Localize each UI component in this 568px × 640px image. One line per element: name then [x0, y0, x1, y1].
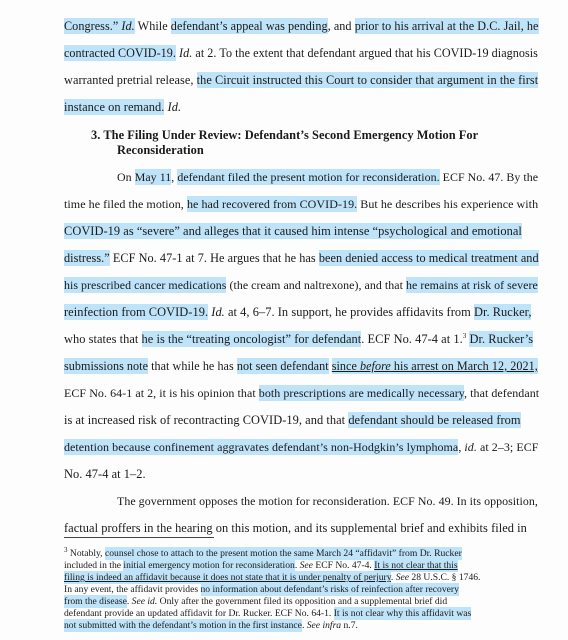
text-line: [64, 358, 538, 374]
text-run: , that defendant: [464, 386, 540, 400]
highlighted-text: no information about defendant’s risks of reinfection after recovery: [200, 584, 459, 595]
highlighted-text: COVID-19 as “severe” and alleges that it caused him intense “psychological and emotional: [64, 224, 522, 238]
highlighted-text: reinfection from COVID-19.: [64, 305, 209, 319]
text-run: (the cream and naltrexone), and that: [226, 278, 406, 292]
text-run: Notably,: [67, 548, 105, 559]
text-run: 3. The Filing Under Review: Defendant’s Second Emergency Motion For: [91, 128, 479, 142]
text-run: is at increased risk of recontracting COVID-19, and that: [64, 413, 349, 427]
text-run: See: [299, 560, 313, 571]
highlighted-text: since: [331, 359, 360, 373]
text-run: n.7.: [341, 620, 358, 631]
text-run: factual proffers in the hearing on this motion, and its supplemental brief and exhibits filed in: [64, 521, 527, 535]
footnote-line: [64, 620, 358, 632]
text-line: [64, 439, 539, 455]
text-run: . ECF No. 47-4 at 1.: [361, 332, 463, 346]
text-line: [117, 142, 204, 158]
text-run: ECF No. 47. By the: [439, 170, 539, 184]
text-run: ECF No. 47-4.: [312, 560, 375, 571]
highlighted-text: It is not clear why this affidavit was: [333, 608, 472, 619]
highlighted-text: prior to his arrival at the D.C. Jail, he: [354, 19, 539, 33]
text-run: Id.: [167, 100, 182, 114]
highlighted-text: Congress.”: [64, 19, 122, 33]
highlighted-text: his arrest on March 12, 2021,: [390, 359, 538, 373]
highlighted-text: Id.: [121, 19, 135, 33]
text-run: See infra: [306, 620, 342, 631]
highlighted-text: both prescriptions are medically necessary: [258, 386, 465, 400]
text-run: On: [117, 170, 135, 184]
text-run: While: [134, 19, 171, 33]
text-line: [64, 99, 181, 115]
text-line: [64, 520, 527, 536]
text-run: id.: [464, 440, 477, 454]
highlighted-text: defendant filed the present motion for reconsideration.: [177, 170, 440, 184]
text-run: .: [126, 596, 132, 607]
text-run: 28 U.S.C. § 1746.: [409, 572, 481, 583]
text-line: [117, 493, 538, 509]
text-run: The government opposes the motion for reconsideration. ECF No. 49. In its opposition,: [117, 494, 538, 508]
text-run: warranted pretrial release,: [64, 73, 197, 87]
text-run: time he filed the motion,: [64, 197, 187, 211]
text-line: [64, 385, 539, 401]
text-run: defendant provide an updated affidavit for Dr. Rucker. ECF No. 64-1.: [64, 608, 334, 619]
highlighted-text: It is not clear that this: [374, 560, 458, 571]
text-run: Id.: [211, 305, 225, 319]
highlighted-text: initial emergency motion for reconsideration: [123, 560, 295, 571]
text-run: at 2. To the extent that defendant argued that his COVID-19 diagnosis: [192, 46, 538, 60]
text-run: at 2–3; ECF: [476, 440, 539, 454]
text-line: [64, 223, 522, 239]
text-run: ECF No. 47-1 at 7. He argues that he has: [109, 251, 319, 265]
highlighted-text: not submitted with the defendant’s motion in the first instance: [64, 620, 302, 631]
text-run: In any event, the affidavit provides: [64, 584, 201, 595]
text-line: [64, 331, 533, 347]
highlighted-text: defendant should be released from: [348, 413, 521, 427]
highlighted-text: Dr. Rucker,: [473, 305, 532, 319]
highlighted-text: detention because confinement aggravates defendant’s non-Hodgkin’s lymphoma: [64, 440, 459, 454]
text-line: [64, 72, 538, 88]
text-run: , and: [327, 19, 355, 33]
highlighted-text: he had recovered from COVID-19.: [186, 197, 358, 211]
footnote-marker: 3: [462, 331, 467, 340]
highlighted-text: filing is indeed an affidavit because it does not state that it is under penalty of perjury: [64, 572, 391, 583]
highlighted-text: before: [360, 359, 391, 373]
text-run: .: [294, 560, 300, 571]
highlighted-text: May 11: [134, 170, 172, 184]
text-run: But he describes his experience with: [357, 197, 539, 211]
text-run: See: [395, 572, 410, 583]
text-run: .: [301, 620, 307, 631]
highlighted-text: his prescribed cancer medications: [64, 278, 227, 292]
text-run: that while he has: [148, 359, 237, 373]
highlighted-text: been denied access to medical treatment and: [318, 251, 539, 265]
footnote-separator: [64, 537, 214, 538]
text-line: [64, 277, 538, 293]
highlighted-text: he is the “treating oncologist” for defendant: [141, 332, 362, 346]
text-run: Only after the government filed its opposition and a supplemental brief did: [157, 596, 448, 607]
highlighted-text: he remains at risk of severe: [405, 278, 538, 292]
text-line: [91, 127, 478, 143]
text-run: at 4, 6–7. In support, he provides affidavits from: [224, 305, 474, 319]
text-line: [64, 250, 539, 266]
text-run: ,: [171, 170, 178, 184]
highlighted-text: contracted COVID-19.: [64, 46, 176, 60]
text-line: [64, 304, 531, 320]
highlighted-text: Dr. Rucker’s: [469, 332, 534, 346]
highlighted-text: submissions note: [64, 359, 148, 373]
highlighted-text: instance on remand.: [64, 100, 165, 114]
highlighted-text: distress.”: [64, 251, 110, 265]
text-line: [64, 18, 539, 34]
text-run: .: [390, 572, 396, 583]
highlighted-text: defendant’s appeal was pending: [170, 19, 328, 33]
text-line: [64, 466, 146, 482]
text-run: Id.: [179, 46, 193, 60]
text-run: ECF No. 64-1 at 2, it is his opinion that: [64, 386, 259, 400]
text-line: [64, 412, 521, 428]
highlighted-text: counsel chose to attach to the present motion the same March 24 “affidavit” from Dr. Rucker: [104, 548, 462, 559]
text-run: Reconsideration: [117, 143, 204, 157]
highlighted-text: the Circuit instructed this Court to consider that argument in the first: [196, 73, 539, 87]
footnote-marker: 3: [64, 545, 68, 554]
text-run: ,: [458, 440, 465, 454]
text-run: who states that: [64, 332, 142, 346]
highlighted-text: from the disease: [64, 596, 127, 607]
text-line: [64, 45, 538, 61]
text-line: [117, 169, 538, 185]
highlighted-text: not seen defendant: [236, 359, 329, 373]
text-run: No. 47-4 at 1–2.: [64, 467, 146, 481]
text-run: See id.: [131, 596, 158, 607]
text-line: [64, 196, 538, 212]
text-run: included in the: [64, 560, 124, 571]
